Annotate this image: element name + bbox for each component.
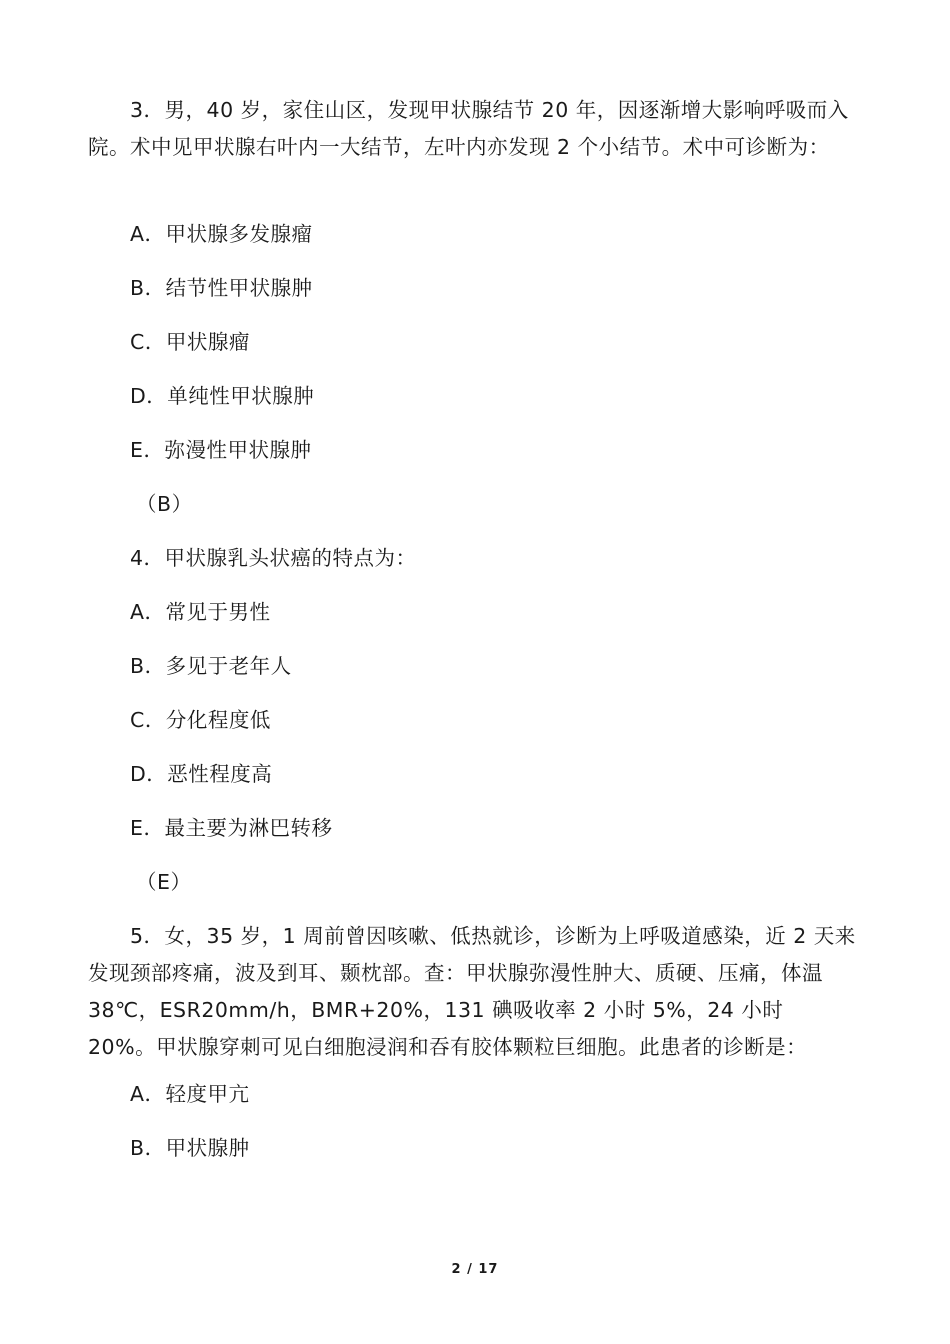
question-3-option-e: E．弥漫性甲状腺肿 bbox=[130, 438, 312, 462]
question-3-answer: （B） bbox=[136, 492, 193, 516]
question-3-option-d: D．单纯性甲状腺肿 bbox=[130, 384, 315, 408]
question-4-option-d: D．恶性程度高 bbox=[130, 762, 273, 786]
question-4-option-c: C．分化程度低 bbox=[130, 708, 271, 732]
question-3-stem: 3．男，40 岁，家住山区，发现甲状腺结节 20 年，因逐渐增大影响呼吸而入院。术中见甲状腺右叶内一大结节，左叶内亦发现 2 个小结节。术中可诊断为： bbox=[88, 98, 849, 159]
question-3-option-a: A．甲状腺多发腺瘤 bbox=[130, 222, 313, 246]
question-4-stem: 4．甲状腺乳头状癌的特点为： bbox=[130, 546, 417, 570]
question-5-option-b: B．甲状腺肿 bbox=[130, 1136, 250, 1160]
question-3-option-c: C．甲状腺瘤 bbox=[130, 330, 250, 354]
question-3-option-b: B．结节性甲状腺肿 bbox=[130, 276, 313, 300]
question-4-answer: （E） bbox=[136, 870, 192, 894]
page-number: 2 / 17 bbox=[451, 1262, 499, 1277]
question-4-option-b: B．多见于老年人 bbox=[130, 654, 292, 678]
question-5-option-a: A．轻度甲亢 bbox=[130, 1082, 250, 1106]
question-4-option-a: A．常见于男性 bbox=[130, 600, 271, 624]
question-4-option-e: E．最主要为淋巴转移 bbox=[130, 816, 333, 840]
question-5-stem: 5．女，35 岁，1 周前曾因咳嗽、低热就诊，诊断为上呼吸道感染，近 2 天来发现颈部疼痛，波及到耳、颞枕部。查：甲状腺弥漫性肿大、质硬、压痛，体温 38℃，ESR20mm/h，BMR+20%，131 碘吸收率 2 小时 5%，24 小时 20%。甲状腺穿刺可见白细胞浸润和吞有胶体颗粒巨细胞。此患者的诊断是： bbox=[88, 924, 856, 1059]
